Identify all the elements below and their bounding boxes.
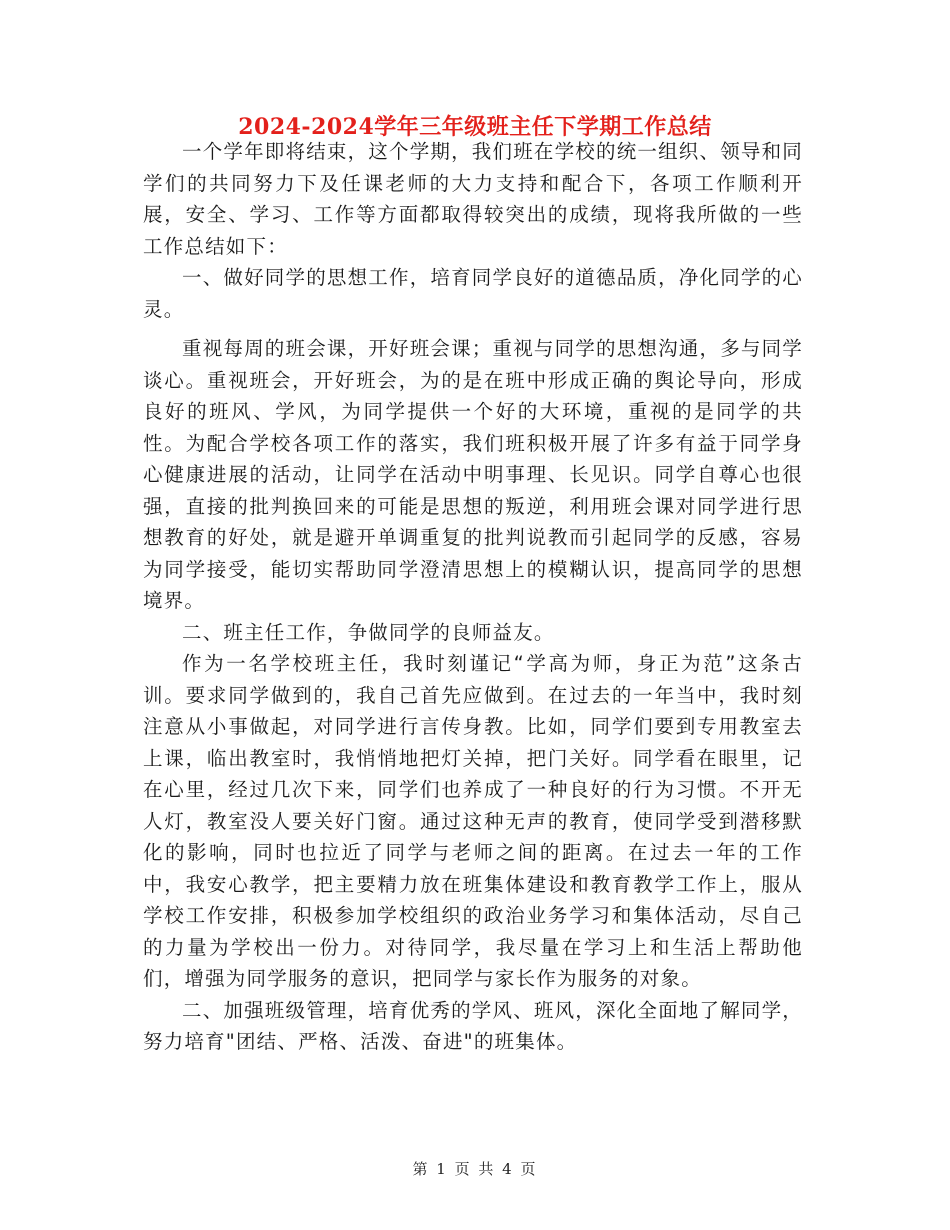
section-heading-1: 一、做好同学的思想工作，培育同学良好的道德品质，净化同学的心灵。 — [143, 266, 804, 321]
paragraph-role-model: 作为一名学校班主任，我时刻谨记“学高为师，身正为范”这条古训。要求同学做到的，我自己首先应做到。在过去的一年当中，我时刻注意从小事做起，对同学进行言传身教。比如，同学们要到专用教室去上课，临出教室时，我悄悄地把灯关掉，把门关好。同学看在眼里，记在心里，经过几次下来，同学们也养成了一种良好的行为习惯。不开无人灯，教室没人要关好门窗。通过这种无声的教育，使同学受到潜移默化的影响，同时也拉近了同学与老师之间的距离。在过去一年的工作中，我安心教学，把主要精力放在班集体建设和教育教学工作上，服从学校工作安排，积极参加学校组织的政治业务学习和集体活动，尽自己的力量为学校出一份力。对待同学，我尽量在学习上和生活上帮助他们，增强为同学服务的意识，把同学与家长作为服务的对象。 — [143, 652, 803, 990]
document-title: 2024-2024学年三年级班主任下学期工作总结 — [238, 114, 712, 140]
section-heading-3: 二、加强班级管理，培育优秀的学风、班风，深化全面地了解同学，努力培育"团结、严格、活泼、奋进"的班集体。 — [143, 998, 804, 1053]
paragraph-class-meetings: 重视每周的班会课，开好班会课；重视与同学的思想沟通，多与同学谈心。重视班会，开好班会，为的是在班中形成正确的舆论导向，形成良好的班风、学风，为同学提供一个好的大环境，重视的是同学的共性。为配合学校各项工作的落实，我们班积极开展了许多有益于同学身心健康进展的活动，让同学在活动中明事理、长见识。同学自尊心也很强，直接的批判换回来的可能是思想的叛逆，利用班会课对同学进行思想教育的好处，就是避开单调重复的批判说教而引起同学的反感，容易为同学接受，能切实帮助同学澄清思想上的模糊认识，提高同学的思想境界。 — [143, 337, 804, 612]
section-heading-2: 二、班主任工作，争做同学的良师益友。 — [182, 620, 555, 644]
paragraph-intro: 一个学年即将结束，这个学期，我们班在学校的统一组织、领导和同学们的共同努力下及任课老师的大力支持和配合下，各项工作顺利开展，安全、学习、工作等方面都取得较突出的成绩，现将我所做的一些工作总结如下： — [143, 140, 804, 258]
page-number-footer: 第 1 页 共 4 页 — [412, 1160, 538, 1178]
document-body — [143, 136, 803, 1058]
